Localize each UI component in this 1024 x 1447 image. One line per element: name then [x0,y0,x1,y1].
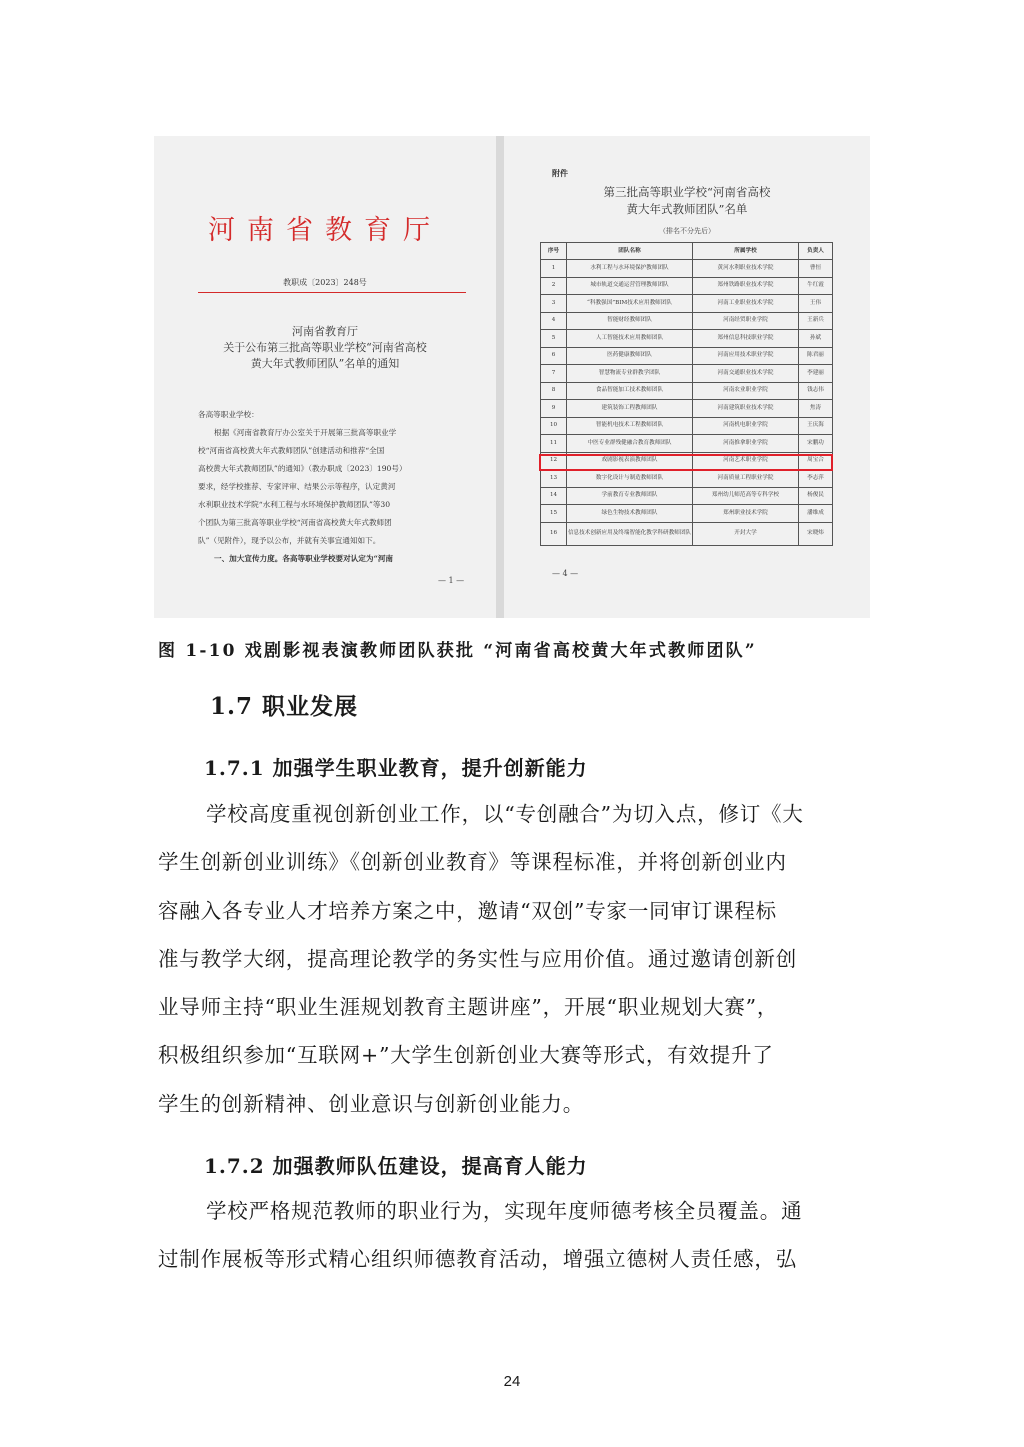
roster-cell: 8 [541,382,567,400]
roster-cell: 杨俊民 [799,487,833,505]
roster-cell: 河南艺术职业学院 [693,452,799,470]
notice-red-header: 河南省教育厅 [208,215,442,246]
roster-row [541,277,833,295]
paragraph-line: 容融入各专业人才培养方案之中，邀请“双创”专家一同审订课程标 [158,898,777,923]
roster-cell: 李志萍 [799,470,833,488]
roster-header-row [541,243,833,260]
notice-salutation: 各高等职业学校： [198,410,259,419]
roster-row [541,505,833,523]
roster-cell: 10 [541,417,567,435]
notice-doc-number: 教职成〔2023〕248号 [283,278,367,287]
annex-label: 附件 [552,168,568,178]
roster-cell: 李建丽 [799,365,833,383]
roster-cell: 开封大学 [693,522,799,545]
roster-cell: 建筑装饰工程教师团队 [567,400,693,418]
roster-cell: 3 [541,295,567,313]
roster-cell: 数字化设计与制造教师团队 [567,470,693,488]
roster-cell: 河南推拿职业学院 [693,435,799,453]
roster-row [541,435,833,453]
roster-row [541,312,833,330]
roster-row [541,417,833,435]
page-number: 24 [503,1373,521,1390]
roster-cell: 城市轨道交通运营管理教师团队 [567,277,693,295]
section-heading: 1.7 职业发展 [210,693,359,720]
roster-row [541,260,833,278]
roster-cell: 信息技术创新应用及终端智能化教学科研教师团队 [567,522,693,545]
roster-cell: 6 [541,347,567,365]
header-cell: 负责人 [799,243,833,260]
roster-cell: 郑州职业技术学院 [693,505,799,523]
roster-row [541,347,833,365]
roster-row [541,522,833,545]
notice-title-line: 河南省教育厅 [292,325,358,338]
roster-cell: “科教强国”BIM技术应用教师团队 [567,295,693,313]
roster-cell: 周宝合 [799,452,833,470]
roster-cell: 13 [541,470,567,488]
paragraph-line: 准与教学大纲，提高理论教学的务实性与应用价值。通过邀请创新创 [158,946,797,971]
roster-cell: 15 [541,505,567,523]
roster-cell: 王庆海 [799,417,833,435]
roster-body [541,260,833,546]
paragraph-line: 过制作展板等形式精心组织师德教育活动，增强立德树人责任感，弘 [158,1247,797,1272]
roster-table [540,242,833,546]
roster-cell: 12 [541,452,567,470]
notice-body-line: 队”（见附件），现予以公布，并就有关事宜通知如下。 [198,536,381,545]
paragraph-line: 学校严格规范教师的职业行为，实现年度师德考核全员覆盖。通 [206,1199,803,1223]
subsection-heading: 1.7.1 加强学生职业教育，提升创新能力 [204,756,588,780]
roster-cell: 11 [541,435,567,453]
paragraph-line: 学生的创新精神、创业意识与创新创业能力。 [158,1091,584,1116]
roster-cell: 河南农业职业学院 [693,382,799,400]
roster-cell: 绿色生物技术教师团队 [567,505,693,523]
roster-cell: 智能财经教师团队 [567,312,693,330]
roster-cell: 河南工业职业技术学院 [693,295,799,313]
header-cell: 所属学校 [693,243,799,260]
roster-row [541,487,833,505]
notice-page-number: — 1 — [438,576,465,585]
page-gutter [496,136,504,618]
roster-page [504,136,870,618]
roster-cell: 戏剧影视表演教师团队 [567,452,693,470]
annex-subtitle: （排名不分先后） [659,227,715,235]
roster-cell: 王伟 [799,295,833,313]
notice-title [184,324,466,372]
notice-title-line: 关于公布第三批高等职业学校“河南省高校 [223,341,427,354]
annex-title [504,184,870,218]
subsection-1-paragraph [158,790,870,1128]
notice-red-rule [198,292,466,293]
roster-cell: 9 [541,400,567,418]
paragraph-line: 积极组织参加“互联网+”大学生创新创业大赛等形式，有效提升了 [158,1043,774,1068]
roster-cell: 郑州铁路职业技术学院 [693,277,799,295]
notice-body-line: 水利职业技术学院“水利工程与水环境保护教师团队”等30 [198,500,391,509]
roster-cell: 黄河水利职业技术学院 [693,260,799,278]
subsection-heading: 1.7.2 加强教师队伍建设，提高育人能力 [204,1154,588,1178]
roster-cell: 河南建筑职业技术学院 [693,400,799,418]
roster-cell: 学前教育专业教师团队 [567,487,693,505]
roster-cell: 潘维成 [799,505,833,523]
paragraph-line: 学生创新创业训练》《创新创业教育》等课程标准，并将创新创业内 [158,850,787,875]
figure-notice-and-roster [154,136,870,618]
figure-caption: 图 1-10 戏剧影视表演教师团队获批 “河南省高校黄大年式教师团队” [158,641,757,661]
roster-cell: 河南交通职业技术学院 [693,365,799,383]
roster-cell: 宋晓炜 [799,522,833,545]
roster-cell: 孙斌 [799,330,833,348]
roster-row [541,365,833,383]
header-cell: 团队名称 [567,243,693,260]
roster-cell: 焦涛 [799,400,833,418]
notice-body-line: 要求，经学校推荐、专家评审、结果公示等程序，认定黄河 [198,482,396,491]
annex-title-line: 黄大年式教师团队”名单 [626,202,748,216]
roster-row [541,330,833,348]
roster-cell: 郑州幼儿师范高等专科学校 [693,487,799,505]
roster-cell: 智慧物流专业群教学团队 [567,365,693,383]
roster-cell: 人工智能技术应用教师团队 [567,330,693,348]
roster-cell: 5 [541,330,567,348]
roster-cell: 2 [541,277,567,295]
roster-cell: 医药健康教师团队 [567,347,693,365]
roster-cell: 食品智能加工技术教师团队 [567,382,693,400]
roster-cell: 宋鹏功 [799,435,833,453]
notice-title-line: 黄大年式教师团队”名单的通知 [250,357,400,370]
roster-cell: 河南质量工程职业学院 [693,470,799,488]
notice-body-line: 根据《河南省教育厅办公室关于开展第三批高等职业学 [214,428,397,437]
roster-cell: 钱志伟 [799,382,833,400]
roster-cell: 牛红霞 [799,277,833,295]
roster-cell: 水利工程与水环境保护教师团队 [567,260,693,278]
roster-cell: 陈君丽 [799,347,833,365]
highlight-box-row-12 [539,454,833,471]
paragraph-line: 业导师主持“职业生涯规划教育主题讲座”，开展“职业规划大赛”， [158,995,779,1020]
roster-cell: 4 [541,312,567,330]
roster-row [541,400,833,418]
roster-cell: 郑州信息科技职业学院 [693,330,799,348]
roster-cell: 河南经贸职业学院 [693,312,799,330]
notice-body-line: 个团队为第三批高等职业学校“河南省高校黄大年式教师团 [198,518,392,527]
header-cell: 序号 [541,243,567,260]
paragraph-line: 学校高度重视创新创业工作，以“专创融合”为切入点，修订《大 [206,802,804,826]
roster-page-number: — 4 — [552,569,579,578]
annex-title-line: 第三批高等职业学校“河南省高校 [603,185,771,199]
notice-body-line: 高校黄大年式教师团队”的通知》（教办职成〔2023〕190号） [198,464,407,473]
roster-cell: 王新兵 [799,312,833,330]
roster-row [541,382,833,400]
roster-cell: 河南应用技术职业学院 [693,347,799,365]
roster-cell: 7 [541,365,567,383]
roster-cell: 曹恒 [799,260,833,278]
roster-cell: 14 [541,487,567,505]
roster-cell: 智能机电技术工程教师团队 [567,417,693,435]
roster-cell: 中医专业群残健融合教育教师团队 [567,435,693,453]
roster-row [541,470,833,488]
roster-cell: 河南机电职业学院 [693,417,799,435]
roster-cell: 1 [541,260,567,278]
roster-cell: 16 [541,522,567,545]
notice-body [198,406,470,568]
notice-body-line: 一、加大宣传力度。各高等职业学校要对认定为“河南 [214,554,394,563]
roster-row [541,295,833,313]
notice-body-line: 校“河南省高校黄大年式教师团队”创建活动和推荐“全国 [198,446,385,455]
notice-page [154,136,496,618]
subsection-2-paragraph [158,1187,870,1284]
